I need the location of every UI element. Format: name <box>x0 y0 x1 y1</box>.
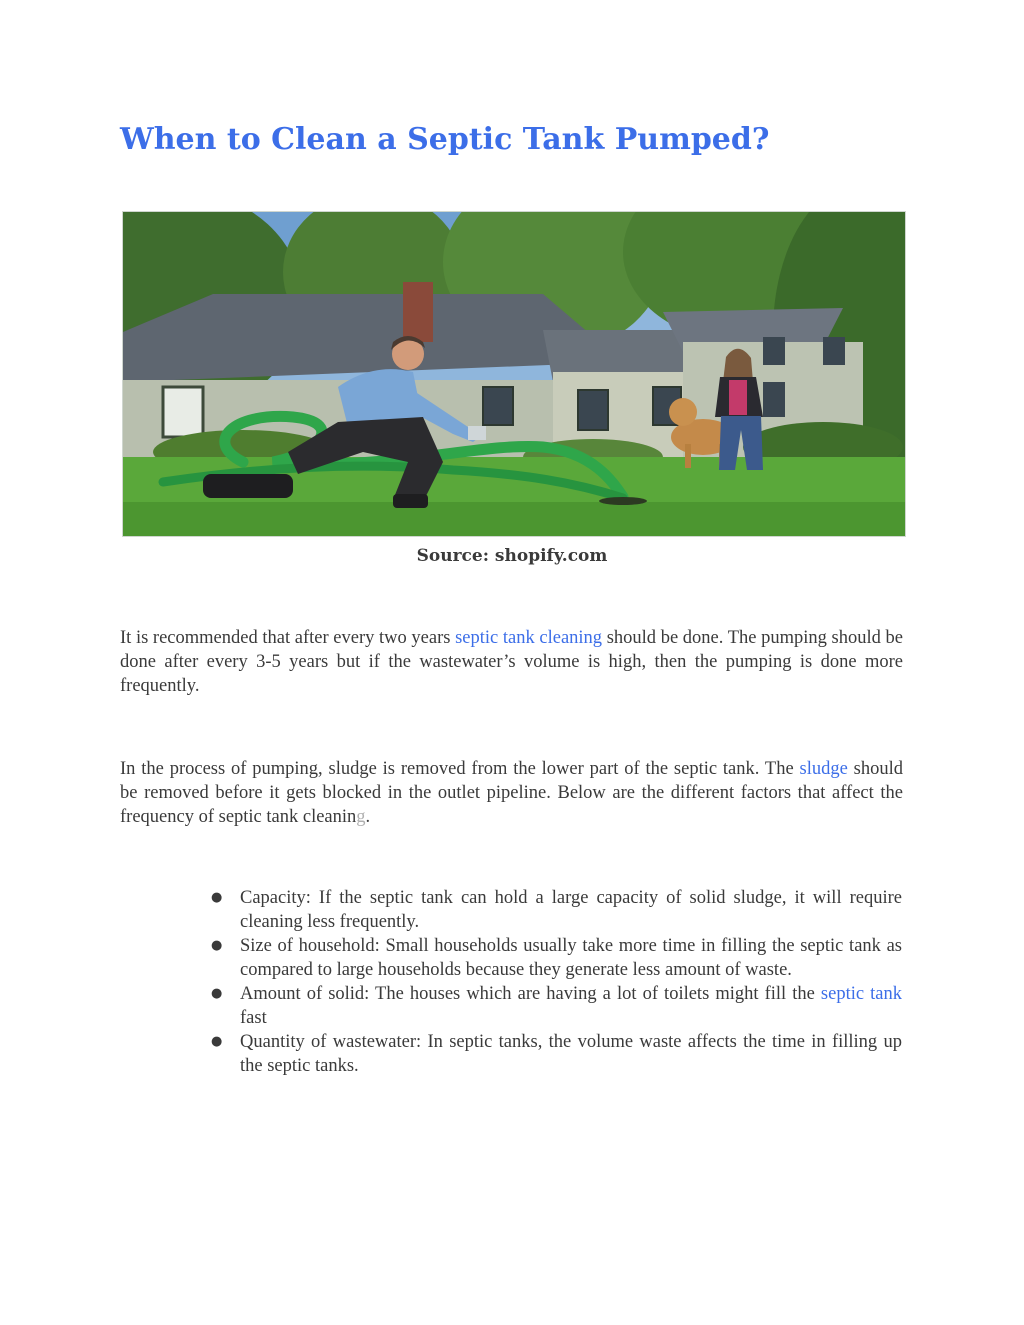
list-item <box>211 934 902 982</box>
list-item <box>211 886 902 934</box>
bullet-icon: ● <box>211 890 223 905</box>
list-item-text: Amount of solid: The houses which are having a lot of toilets might fill the <box>240 984 821 1004</box>
list-item <box>211 1030 902 1078</box>
faint-letter: g <box>356 807 366 827</box>
bullet-icon: ● <box>211 1034 223 1049</box>
list-item-text: Size of household: Small households usually take more time in filling the septic tank as compared to large households because they generate less amount of waste. <box>240 936 902 980</box>
bullet-icon: ● <box>211 986 223 1001</box>
list-item-text: fast <box>240 1008 267 1028</box>
septic-tank-cleaning-link[interactable]: septic tank cleaning <box>455 628 603 648</box>
list-item-text: Quantity of wastewater: In septic tanks, the volume waste affects the time in filling up the septic tanks. <box>240 1032 902 1076</box>
list-item <box>211 982 902 1030</box>
bullet-icon: ● <box>211 938 223 953</box>
factors-list <box>211 886 902 1078</box>
septic-pumping-photo <box>122 211 906 537</box>
page-title: When to Clean a Septic Tank Pumped? <box>120 122 770 157</box>
paragraph-pumping-process <box>120 757 903 829</box>
paragraph-text: should be removed before it gets blocked in the outlet pipeline. Below are the different factors that affect the frequency of septic tank cleanin <box>120 759 903 827</box>
paragraph-text: It is recommended that after every two years <box>120 628 456 648</box>
paragraph-recommendation <box>120 626 903 698</box>
paragraph-end: . <box>365 807 371 827</box>
image-caption: Source: shopify.com <box>416 546 608 566</box>
septic-tank-link[interactable]: septic tank <box>820 984 902 1004</box>
paragraph-text: In the process of pumping, sludge is removed from the lower part of the septic tank. The <box>120 759 800 779</box>
sludge-link[interactable]: sludge <box>799 759 848 779</box>
list-item-text: Capacity: If the septic tank can hold a large capacity of solid sludge, it will require cleaning less frequently. <box>240 888 902 932</box>
paragraph-text: should be done. The pumping should be done after every 3-5 years but if the wastewater’s volume is high, then the pumping is done more frequently. <box>120 628 903 696</box>
